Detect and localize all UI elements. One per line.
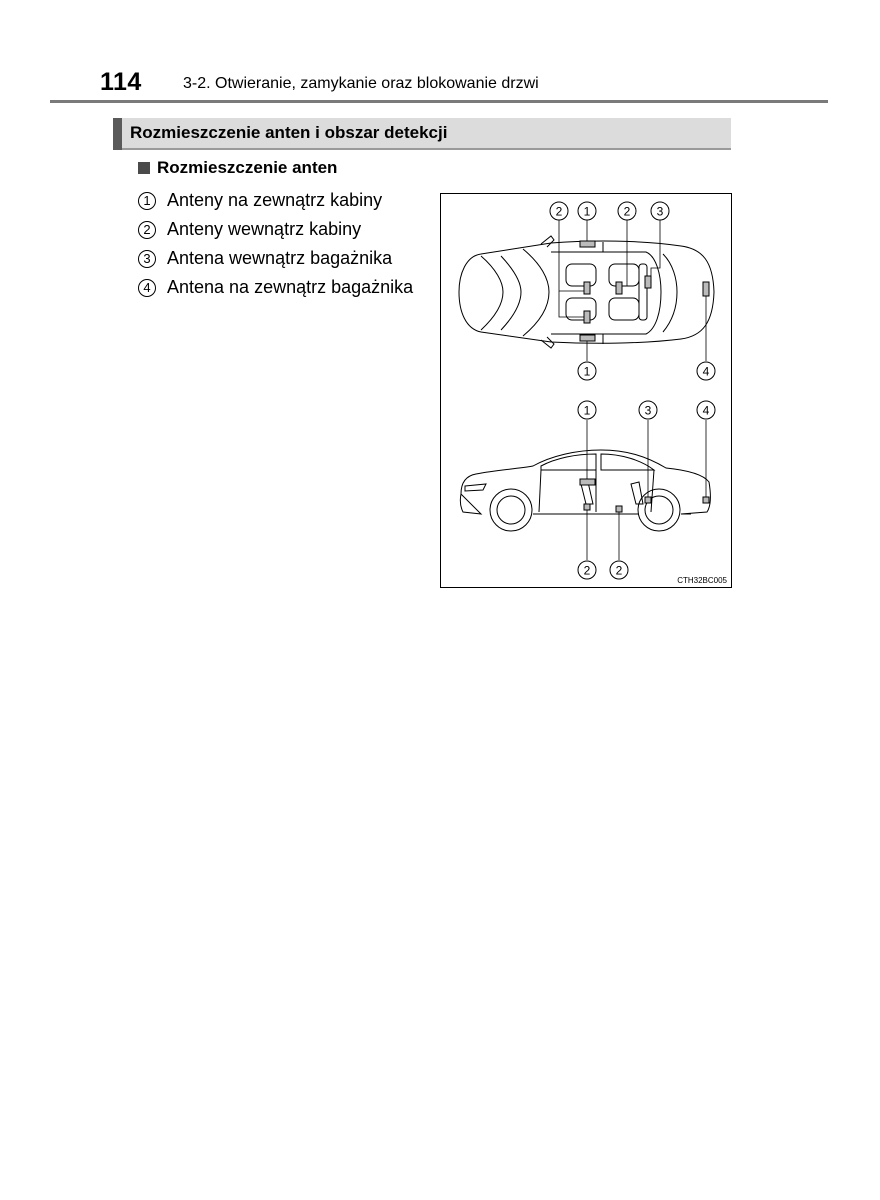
legend-label-2: Anteny wewnątrz kabiny — [167, 219, 362, 239]
subsection-title: Rozmieszczenie anten — [157, 158, 338, 177]
antenna-location-figure — [440, 193, 732, 588]
legend-item — [138, 186, 413, 215]
svg-text:1: 1 — [583, 204, 591, 219]
legend-number-3: 3 — [138, 250, 156, 268]
antenna-marker — [645, 497, 651, 503]
legend-number-2: 2 — [138, 221, 156, 239]
legend-label-4: Antena na zewnątrz bagażnika — [167, 277, 414, 297]
svg-text:2: 2 — [583, 563, 591, 578]
antenna-marker — [703, 497, 709, 503]
top-view-antennas — [580, 241, 709, 341]
section-heading — [113, 118, 731, 150]
antenna-legend — [138, 186, 413, 302]
legend-number-4: 4 — [138, 279, 156, 297]
callout-2 — [610, 561, 628, 579]
callout-2 — [578, 561, 596, 579]
callout-3 — [639, 401, 657, 419]
antenna-marker — [580, 479, 595, 485]
svg-text:1: 1 — [583, 364, 591, 379]
antenna-marker — [616, 282, 622, 294]
svg-text:2: 2 — [555, 204, 563, 219]
legend-number-1: 1 — [138, 192, 156, 210]
section-accent — [113, 118, 122, 150]
antenna-marker — [584, 504, 590, 510]
svg-text:3: 3 — [644, 403, 652, 418]
svg-text:1: 1 — [583, 403, 591, 418]
side-view-leaders — [587, 420, 706, 560]
legend-item — [138, 244, 413, 273]
antenna-marker — [703, 282, 709, 296]
page-number: 114 — [100, 68, 142, 96]
callout-4 — [697, 401, 715, 419]
callout-3 — [651, 202, 669, 220]
figure-code: CTH32BC005 — [677, 576, 727, 585]
svg-text:2: 2 — [623, 204, 631, 219]
antenna-marker — [580, 335, 595, 341]
car-diagram — [441, 194, 731, 587]
legend-label-3: Antena wewnątrz bagażnika — [167, 248, 393, 268]
callout-1 — [578, 362, 596, 380]
callout-1 — [578, 401, 596, 419]
svg-text:4: 4 — [702, 403, 710, 418]
legend-item — [138, 273, 413, 302]
square-bullet-icon — [138, 162, 150, 174]
svg-text:4: 4 — [702, 364, 710, 379]
callout-1 — [578, 202, 596, 220]
callout-4 — [697, 362, 715, 380]
legend-item — [138, 215, 413, 244]
antenna-marker — [580, 241, 595, 247]
antenna-marker — [645, 276, 651, 288]
antenna-marker — [584, 311, 590, 323]
car-side-view — [460, 450, 710, 531]
legend-label-1: Anteny na zewnątrz kabiny — [167, 190, 383, 210]
svg-text:2: 2 — [615, 563, 623, 578]
header-divider — [50, 100, 828, 103]
antenna-marker — [584, 282, 590, 294]
callout-2 — [550, 202, 568, 220]
subsection-heading — [138, 158, 337, 178]
callout-2 — [618, 202, 636, 220]
antenna-marker — [616, 506, 622, 512]
chapter-title: 3-2. Otwieranie, zamykanie oraz blokowanie drzwi — [183, 75, 539, 92]
svg-text:3: 3 — [656, 204, 664, 219]
side-view-callouts — [578, 401, 715, 579]
section-title: Rozmieszczenie anten i obszar detekcji — [130, 123, 448, 142]
